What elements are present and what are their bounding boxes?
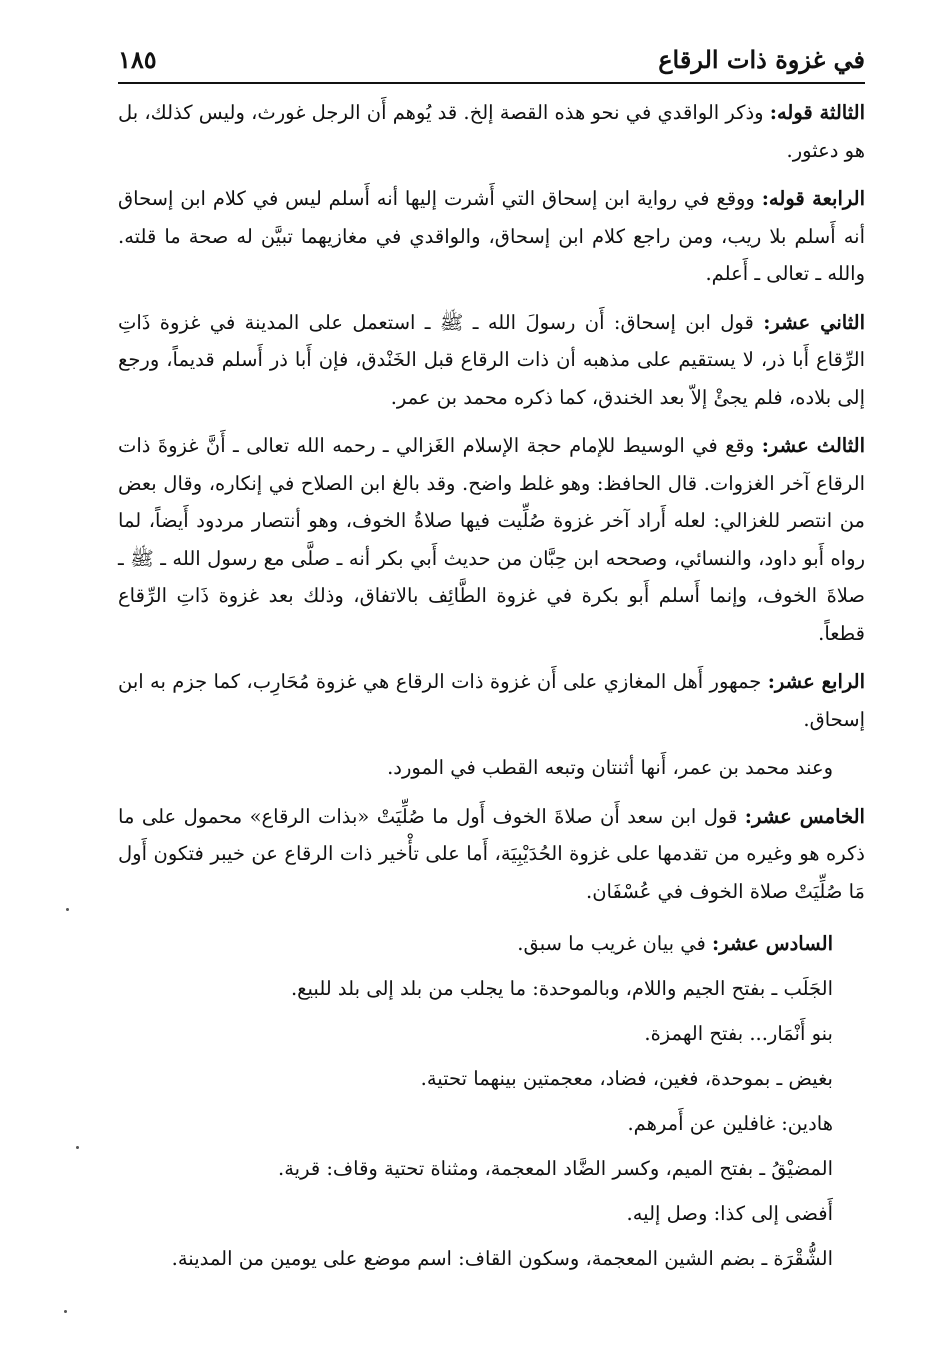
paragraph-lead: الرابعة قوله: bbox=[761, 187, 865, 210]
glossary-list bbox=[118, 921, 865, 1281]
paragraph-third bbox=[118, 94, 865, 169]
glossary-lead: السادس عشر: bbox=[712, 932, 833, 955]
paragraph-text: وقع في الوسيط للإمام حجة الإسلام الغَزالي ـ رحمه الله تعالى ـ أَنَّ غزوةَ ذات الرقاع آخر الغزوات. قال الحافظ: وهو غلط واضح. وقد بالغ ابن الصلاح في إنكاره، وقال بعض من انتصر للغزالي: لعله أَراد آخر غزوة صُلِّيت فيها صلاةُ الخوف، وهو أنتصار مردود أَيضاً، لما رواه أَبو داود، والنسائي، وصححه ابن حِبَّان من حديث أَبي بكر أنه ـ صلَّى مع رسول الله ـ ﷺ ـ صلاةَ الخوف، وإنما أَسلم أَبو بكرة في غزوة الطَّائِف بالاتفاق، وذلك بعد غزوة ذَاتِ الرِّقاع قطعاً. bbox=[118, 434, 865, 645]
glossary-item: هادين: غافلين عن أَمرهم. bbox=[627, 1112, 833, 1135]
paragraph-text: وعند محمد بن عمر، أَنها أثنتان وتبعه القطب في المورد. bbox=[387, 756, 833, 779]
glossary-item: أَفضى إلى كذا: وصل إليه. bbox=[626, 1202, 833, 1225]
paragraph-text: قول ابن سعد أَن صلاةَ الخوف أَول ما صُلِّيَتْ «بذات الرقاع» محمول على ما ذكره هو وغيره من تقدمها على غزوة الحُدَيْبِيَة، أَما على تأْخير ذات الرقاع عن خيبر فتكون أَول مَا صُلِّيَتْ صلاة الخوف في عُسْفَان. bbox=[118, 804, 865, 903]
paragraph-text: جمهور أَهل المغازي على أَن غزوة ذات الرقاع هي غزوة مُحَارِب، كما جزم به ابن إسحاق. bbox=[118, 670, 865, 731]
paragraph-waqidi-note bbox=[118, 749, 865, 787]
scan-speck bbox=[66, 908, 69, 911]
glossary-intro: في بيان غريب ما سبق. bbox=[517, 932, 713, 955]
paragraph-text: قول ابن إسحاق: أَن رسولَ الله ـ ﷺ ـ استعمل على المدينة في غزوة ذَاتِ الرِّقاع أَبا ذر، لا يستقيم على مذهبه أن ذات الرقاع قبل الخَنْدق، فإن أَبا ذر أَسلم قديماً، ورجع إلى بلاده، فلم يجئْ إلاّ بعد الخندق، كما ذكره محمد بن عمر. bbox=[118, 310, 865, 409]
paragraph-lead: الخامس عشر: bbox=[744, 804, 865, 828]
glossary-item: بنو أَنْمَار... بفتح الهمزة. bbox=[644, 1022, 833, 1045]
paragraph-lead: الثاني عشر: bbox=[763, 310, 865, 334]
paragraph-fourteenth bbox=[118, 663, 865, 738]
glossary-heading bbox=[118, 921, 865, 966]
glossary-item: الشُّقْرَة ـ بضم الشين المعجمة، وسكون القاف: اسم موضع على يومين من المدينة. bbox=[171, 1247, 833, 1270]
running-title: في غزوة ذات الرقاع bbox=[658, 44, 865, 74]
paragraph-lead: الثالثة قوله: bbox=[769, 101, 865, 124]
glossary-item: بغيض ـ بموحدة، فغين، فضاد، معجمتين بينهما تحتية. bbox=[420, 1067, 833, 1090]
running-header bbox=[118, 36, 865, 82]
paragraph-thirteenth bbox=[118, 427, 865, 652]
scan-speck bbox=[64, 1310, 67, 1313]
paragraph-lead: الثالث عشر: bbox=[761, 434, 865, 457]
page-number: ١٨٥ bbox=[118, 44, 157, 74]
paragraph-twelfth bbox=[118, 304, 865, 417]
scan-speck bbox=[76, 1146, 79, 1149]
paragraph-text: ووقع في رواية ابن إسحاق التي أَشرت إليها أنه أَسلم ليس في كلام ابن إسحاق أنه أَسلم بلا ريب، ومن راجع كلام ابن إسحاق، والواقدي في مغازيهما تبيَّن له صحة ما قلته. والله ـ تعالى ـ أَعلم. bbox=[118, 187, 865, 285]
header-rule bbox=[118, 82, 865, 84]
body-text bbox=[118, 94, 865, 1281]
paragraph-lead: الرابع عشر: bbox=[767, 670, 866, 693]
glossary-item: المضيْقُ ـ بفتح الميم، وكسر الضَّاد المعجمة، ومثناة تحتية وقاف: قرية. bbox=[278, 1157, 833, 1180]
paragraph-fifteenth bbox=[118, 798, 865, 911]
paragraph-fourth bbox=[118, 180, 865, 293]
paragraph-text: وذكر الواقدي في نحو هذه القصة إلخ. قد يُوهم أَن الرجل غورث، وليس كذلك، بل هو دعثور. bbox=[118, 101, 865, 162]
glossary-item: الجَلَب ـ بفتح الجيم واللام، وبالموحدة: ما يجلب من بلد إلى بلد للبيع. bbox=[290, 977, 833, 1000]
